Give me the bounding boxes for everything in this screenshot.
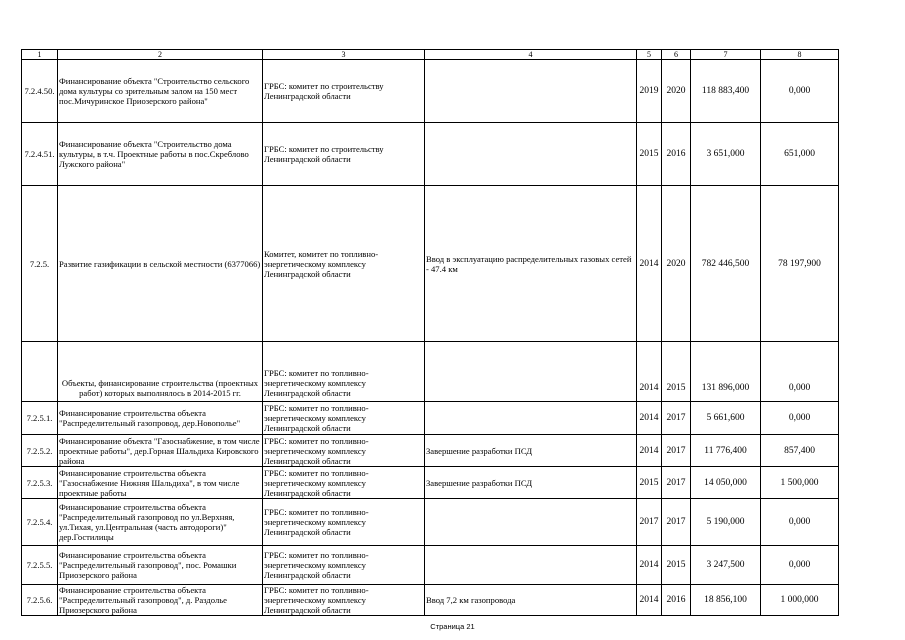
- item-grbs: ГРБС: комитет по топливно-энергетическому комплексу Ленинградской области: [263, 402, 425, 435]
- amount-year: 857,400: [761, 435, 839, 467]
- item-name: Финансирование строительства объекта "Газоснабжение Нижняя Шальдиха", в том числе проектные работы: [58, 467, 263, 499]
- col-header-6: 6: [662, 50, 691, 60]
- col-header-8: 8: [761, 50, 839, 60]
- item-number: 7.2.5.6.: [22, 585, 58, 616]
- amount-total: 3 247,500: [691, 546, 761, 585]
- year-start: 2014: [637, 546, 662, 585]
- item-result: Ввод 7,2 км газопровода: [425, 585, 637, 616]
- item-name: Финансирование строительства объекта "Распределительный газопровод", пос. Ромашки Приозерского района: [58, 546, 263, 585]
- col-header-3: 3: [263, 50, 425, 60]
- table-row: [22, 123, 839, 186]
- year-start: 2014: [637, 402, 662, 435]
- item-result: [425, 60, 637, 123]
- item-result: [425, 402, 637, 435]
- item-result: [425, 546, 637, 585]
- year-start: 2015: [637, 467, 662, 499]
- item-grbs: ГРБС: комитет по строительству Ленинградской области: [263, 60, 425, 123]
- item-number: 7.2.5.4.: [22, 499, 58, 546]
- item-grbs: Комитет, комитет по топливно-энергетическому комплексу Ленинградской области: [263, 186, 425, 342]
- year-end: 2017: [662, 435, 691, 467]
- year-start: 2019: [637, 60, 662, 123]
- amount-year: 651,000: [761, 123, 839, 186]
- year-start: 2014: [637, 585, 662, 616]
- item-number: 7.2.4.50.: [22, 60, 58, 123]
- year-end: 2020: [662, 186, 691, 342]
- item-grbs: ГРБС: комитет по топливно-энергетическому комплексу Ленинградской области: [263, 435, 425, 467]
- table-row: [22, 499, 839, 546]
- item-grbs: ГРБС: комитет по строительству Ленинградской области: [263, 123, 425, 186]
- amount-year: 0,000: [761, 546, 839, 585]
- year-end: 2017: [662, 499, 691, 546]
- amount-total: 782 446,500: [691, 186, 761, 342]
- table-row: [22, 546, 839, 585]
- item-grbs: ГРБС: комитет по топливно-энергетическому комплексу Ленинградской области: [263, 546, 425, 585]
- item-result: Завершение разработки ПСД: [425, 467, 637, 499]
- table-row: [22, 60, 839, 123]
- year-end: 2017: [662, 467, 691, 499]
- col-header-5: 5: [637, 50, 662, 60]
- table-row: [22, 435, 839, 467]
- item-name: Финансирование объекта "Строительство дома культуры, в т.ч. Проектные работы в пос.Скреблово Лужского района": [58, 123, 263, 186]
- item-number: 7.2.5.2.: [22, 435, 58, 467]
- amount-year: 0,000: [761, 342, 839, 402]
- amount-year: 0,000: [761, 60, 839, 123]
- page-number: Страница 21: [430, 622, 475, 631]
- item-number: 7.2.4.51.: [22, 123, 58, 186]
- item-number: 7.2.5.1.: [22, 402, 58, 435]
- item-number: 7.2.5.: [22, 186, 58, 342]
- item-number: 7.2.5.5.: [22, 546, 58, 585]
- item-name: Развитие газификации в сельской местности (6377066): [58, 186, 263, 342]
- amount-year: 0,000: [761, 499, 839, 546]
- year-start: 2014: [637, 435, 662, 467]
- amount-total: 11 776,400: [691, 435, 761, 467]
- year-end: 2015: [662, 342, 691, 402]
- amount-year: 1 500,000: [761, 467, 839, 499]
- table-row: [22, 467, 839, 499]
- item-result: Ввод в эксплуатацию распределительных газовых сетей - 47.4 км: [425, 186, 637, 342]
- year-start: 2017: [637, 499, 662, 546]
- year-start: 2014: [637, 342, 662, 402]
- item-name: Финансирование объекта "Газоснабжение, в том числе проектные работы", дер.Горная Шальдиха Кировского района: [58, 435, 263, 467]
- amount-year: 78 197,900: [761, 186, 839, 342]
- item-name: Финансирование строительства объекта "Распределительный газопровод по ул.Верхняя, ул.Тихая, ул.Центральная (часть автодороги)" дер.Гостилицы: [58, 499, 263, 546]
- amount-total: 118 883,400: [691, 60, 761, 123]
- amount-total: 18 856,100: [691, 585, 761, 616]
- col-header-2: 2: [58, 50, 263, 60]
- item-grbs: ГРБС: комитет по топливно-энергетическому комплексу Ленинградской области: [263, 467, 425, 499]
- table-row: [22, 402, 839, 435]
- header-row: [22, 50, 839, 60]
- col-header-7: 7: [691, 50, 761, 60]
- item-result: [425, 123, 637, 186]
- item-name: Финансирование строительства объекта "Распределительный газопровод", д. Раздолье Приозерского района: [58, 585, 263, 616]
- item-grbs: ГРБС: комитет по топливно-энергетическому комплексу Ленинградской области: [263, 585, 425, 616]
- amount-total: 5 661,600: [691, 402, 761, 435]
- year-end: 2016: [662, 585, 691, 616]
- item-result: Завершение разработки ПСД: [425, 435, 637, 467]
- col-header-1: 1: [22, 50, 58, 60]
- amount-total: 3 651,000: [691, 123, 761, 186]
- amount-total: 131 896,000: [691, 342, 761, 402]
- amount-total: 5 190,000: [691, 499, 761, 546]
- amount-year: 1 000,000: [761, 585, 839, 616]
- table-row: [22, 186, 839, 342]
- col-header-4: 4: [425, 50, 637, 60]
- amount-year: 0,000: [761, 402, 839, 435]
- year-end: 2020: [662, 60, 691, 123]
- item-grbs: ГРБС: комитет по топливно-энергетическому комплексу Ленинградской области: [263, 342, 425, 402]
- year-start: 2014: [637, 186, 662, 342]
- program-table: [21, 49, 839, 616]
- item-grbs: ГРБС: комитет по топливно-энергетическому комплексу Ленинградской области: [263, 499, 425, 546]
- item-result: [425, 499, 637, 546]
- amount-total: 14 050,000: [691, 467, 761, 499]
- year-end: 2016: [662, 123, 691, 186]
- year-end: 2015: [662, 546, 691, 585]
- item-number: 7.2.5.3.: [22, 467, 58, 499]
- item-result: [425, 342, 637, 402]
- year-start: 2015: [637, 123, 662, 186]
- item-name: Финансирование строительства объекта "Распределительный газопровод, дер.Новополье": [58, 402, 263, 435]
- table-row: [22, 585, 839, 616]
- item-name: Финансирование объекта "Строительство сельского дома культуры со зрительным залом на 150 мест пос.Мичуринское Приозерского района": [58, 60, 263, 123]
- item-number: [22, 342, 58, 402]
- table-row: [22, 342, 839, 402]
- item-name: Объекты, финансирование строительства (проектных работ) которых выполнялось в 2014-2015 гг.: [58, 342, 263, 402]
- year-end: 2017: [662, 402, 691, 435]
